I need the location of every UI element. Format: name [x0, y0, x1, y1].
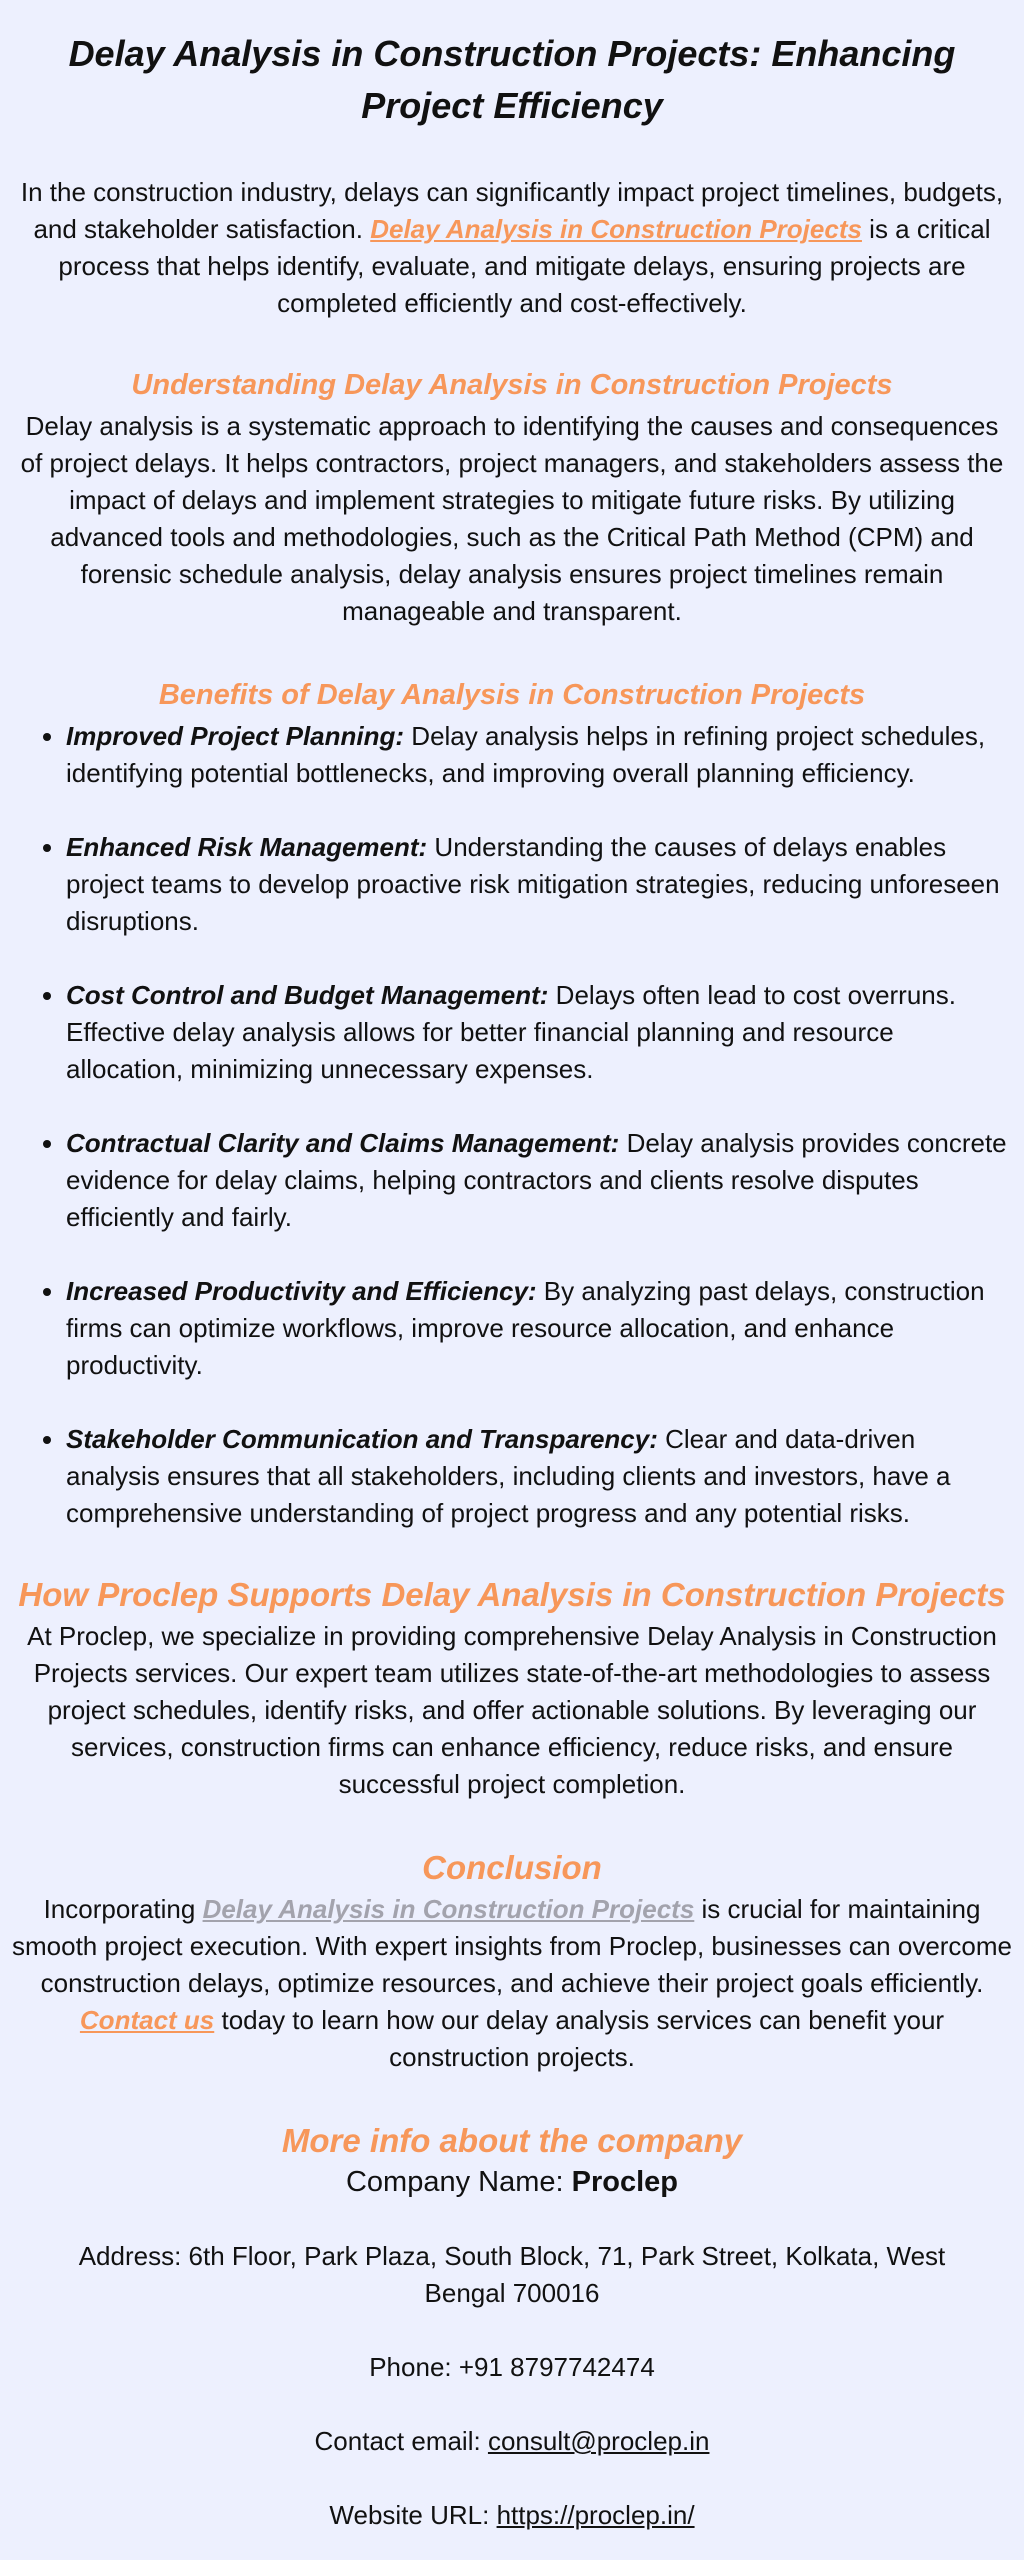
benefit-text: Understanding the causes of delays enables project teams to develop proactive risk mitigation strategies, reducing unforeseen disruptions.: [66, 832, 1000, 936]
conclusion-heading: Conclusion: [422, 1849, 602, 1886]
company-address: Address: 6th Floor, Park Plaza, South Block, 71, Park Street, Kolkata, West Bengal 700016: [78, 2241, 946, 2308]
list-item: [66, 718, 1012, 792]
benefit-text: Clear and data-driven analysis ensures that all stakeholders, including clients and investors, have a comprehensive understanding of project progress and any potential risks.: [66, 1424, 951, 1528]
list-item: [66, 1125, 1012, 1236]
conclusion-text-3: today to learn how our delay analysis services can benefit your construction projects.: [214, 2005, 945, 2072]
email-label: Contact email:: [314, 2426, 488, 2456]
page-title: Delay Analysis in Construction Projects: Enhancing Project Efficiency: [68, 33, 956, 126]
benefits-list: [12, 718, 1012, 1532]
intro-paragraph: [12, 174, 1012, 322]
email-link[interactable]: consult@proclep.in: [487, 2426, 710, 2456]
list-item: [66, 1273, 1012, 1384]
contact-us-link[interactable]: Contact us: [79, 2005, 215, 2035]
benefit-text: Delay analysis helps in refining project schedules, identifying potential bottlenecks, and improving overall planning efficiency.: [66, 721, 986, 788]
benefit-title: Improved Project Planning:: [66, 721, 405, 751]
delay-analysis-link[interactable]: Delay Analysis in Construction Projects: [370, 214, 862, 244]
list-item: [66, 977, 1012, 1088]
website-link[interactable]: https://proclep.in/: [496, 2500, 695, 2530]
benefit-title: Enhanced Risk Management:: [66, 832, 428, 862]
benefit-text: Delays often lead to cost overruns. Effective delay analysis allows for better financial planning and resource allocation, minimizing unnecessary expenses.: [66, 980, 956, 1084]
company-email: [12, 2423, 1012, 2460]
delay-analysis-link-visited[interactable]: Delay Analysis in Construction Projects: [202, 1894, 695, 1924]
benefit-text: By analyzing past delays, construction firms can optimize workflows, improve resource allocation, and enhance productivity.: [66, 1276, 985, 1380]
company-name: [12, 2164, 1012, 2201]
understanding-body: Delay analysis is a systematic approach to identifying the causes and consequences of project delays. It helps contractors, project managers, and stakeholders assess the impact of delays and implement strategies to mitigate future risks. By utilizing advanced tools and methodologies, such as the Critical Path Method (CPM) and forensic schedule analysis, delay analysis ensures project timelines remain manageable and transparent.: [20, 411, 1004, 626]
benefit-text: Delay analysis provides concrete evidence for delay claims, helping contractors and clients resolve disputes efficiently and fairly.: [66, 1128, 1007, 1232]
proclep-body: At Proclep, we specialize in providing comprehensive Delay Analysis in Construction Projects services. Our expert team utilizes state-of-the-art methodologies to assess project schedules, identify risks, and offer actionable solutions. By leveraging our services, construction firms can enhance efficiency, reduce risks, and ensure successful project completion.: [27, 1621, 997, 1799]
conclusion-text-1: Incorporating: [43, 1894, 203, 1924]
company-name-value: Proclep: [571, 2166, 679, 2198]
company-label: Company Name:: [345, 2166, 572, 2198]
benefit-title: Cost Control and Budget Management:: [66, 980, 549, 1010]
benefit-title: Increased Productivity and Efficiency:: [66, 1276, 537, 1306]
list-item: [66, 1421, 1012, 1532]
list-item: [66, 829, 1012, 940]
info-heading: More info about the company: [281, 2122, 743, 2159]
benefit-title: Stakeholder Communication and Transparency:: [66, 1424, 658, 1454]
company-website: [12, 2497, 1012, 2534]
understanding-heading: Understanding Delay Analysis in Construction Projects: [131, 369, 893, 401]
conclusion-text-2: is crucial for maintaining smooth project execution. With expert insights from Proclep, businesses can overcome construction delays, optimize resources, and achieve their project goals efficiently.: [12, 1894, 1013, 1998]
conclusion-body: [12, 1891, 1012, 2076]
article: [12, 0, 1012, 2534]
company-info: [12, 2122, 1012, 2534]
company-phone: Phone: +91 8797742474: [369, 2352, 655, 2382]
intro-text-2: is a critical process that helps identify, evaluate, and mitigate delays, ensuring projects are completed efficiently and cost-effectively.: [58, 214, 991, 318]
benefits-heading: Benefits of Delay Analysis in Construction Projects: [158, 679, 866, 711]
website-label: Website URL:: [329, 2500, 497, 2530]
proclep-heading: How Proclep Supports Delay Analysis in Construction Projects: [18, 1576, 1006, 1613]
benefit-title: Contractual Clarity and Claims Management:: [66, 1128, 620, 1158]
intro-text-1: In the construction industry, delays can significantly impact project timelines, budgets, and stakeholder satisfaction.: [20, 177, 1004, 244]
